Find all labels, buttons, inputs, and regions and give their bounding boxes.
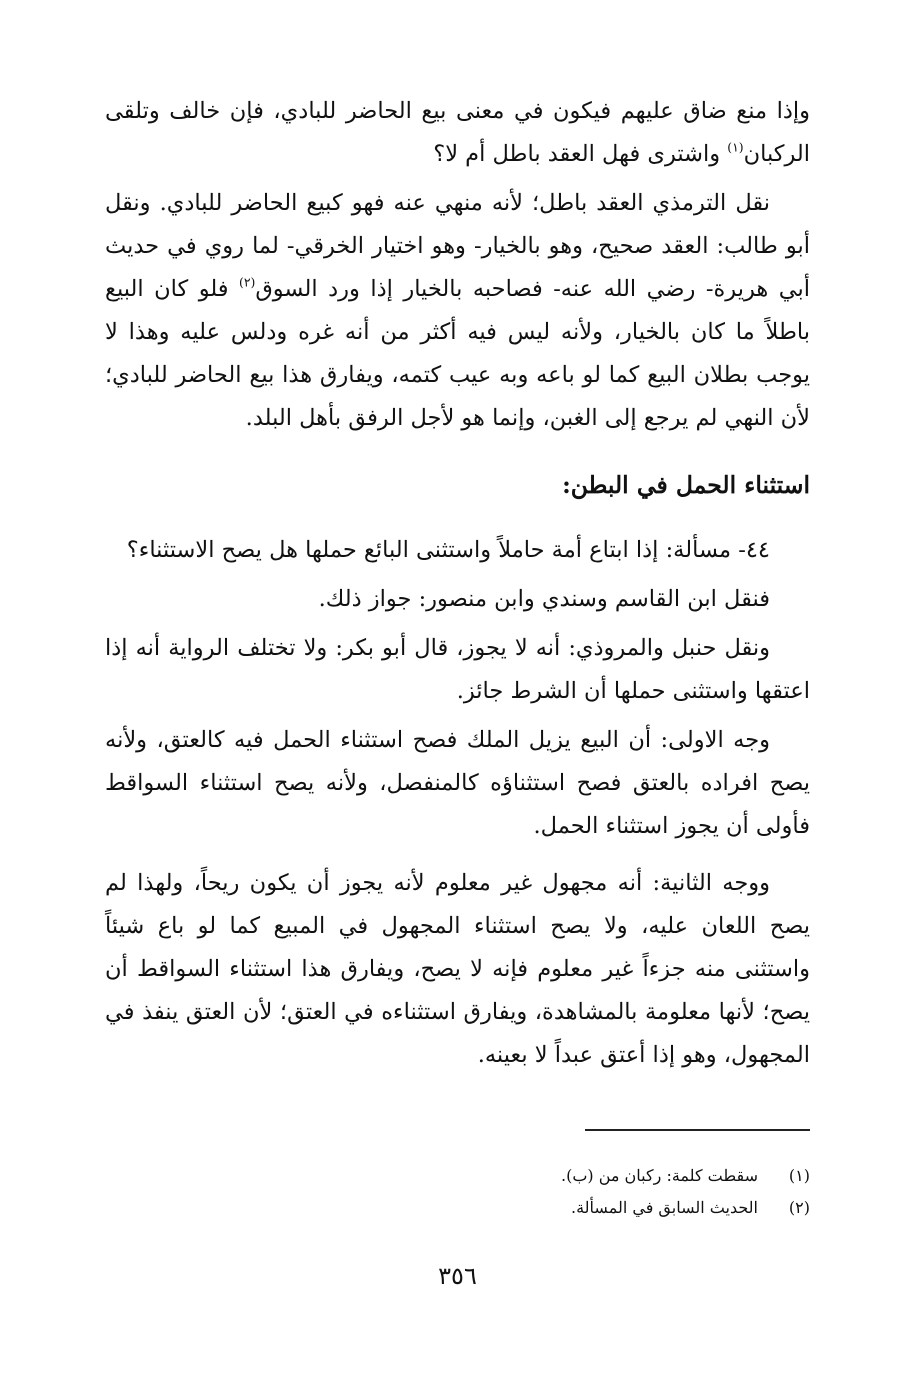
paragraph-2-text: نقل الترمذي العقد باطل؛ لأنه منهي عنه فهو كبيع الحاضر للبادي. ونقل أبو طالب: العقد صحيح، وهو بالخيار- وهو اختيار الخرقي- لما روي في حديث أبي هريرة- رضي الله عنه- فصاحبه بالخيار إذا ورد السوق xyxy=(105,190,810,302)
footnote-ref-2[interactable]: (٢) xyxy=(239,275,256,290)
question-paragraph: ٤٤- مسألة: إذا ابتاع أمة حاملاً واستثنى البائع حملها هل يصح الاستثناء؟ xyxy=(126,537,770,563)
footnote-2 xyxy=(400,1192,810,1224)
paragraph-2 xyxy=(105,182,810,440)
section-heading: استثناء الحمل في البطن: xyxy=(562,471,810,499)
paragraph-1-text: وإذا منع ضاق عليهم فيكون في معنى بيع الحاضر للبادي، فإن خالف وتلقى الركبان xyxy=(105,98,810,167)
paragraph-first-view: وجه الاولى: أن البيع يزيل الملك فصح استثناء الحمل فيه كالعتق، ولأنه يصح افراده بالعتق فصح استثناؤه كالمنفصل، ولأنه يصح استثناء السواقط فأولى أن يجوز استثناء الحمل. xyxy=(105,727,810,839)
footnote-ref-1[interactable]: (١) xyxy=(727,140,744,155)
footnote-1 xyxy=(400,1160,810,1192)
paragraph-1 xyxy=(105,90,810,176)
footnote-number: (٢) xyxy=(788,1198,810,1217)
footnote-divider xyxy=(585,1129,810,1131)
footnote-number: (١) xyxy=(788,1166,810,1185)
paragraph-first-narration: فنقل ابن القاسم وسندي وابن منصور: جواز ذلك. xyxy=(318,586,770,612)
footnotes xyxy=(400,1160,810,1224)
paragraph-second-narration: ونقل حنبل والمروذي: أنه لا يجوز، قال أبو بكر: ولا تختلف الرواية أنه إذا اعتقها واستثنى حملها أن الشرط جائز. xyxy=(105,635,810,704)
footnote-text: سقطت كلمة: ركبان من (ب). xyxy=(561,1166,758,1185)
paragraph-2-text-after: فلو كان البيع باطلاً ما كان بالخيار، ولأنه ليس فيه أكثر من أنه غره ودلس عليه وهذا لا يوجب بطلان البيع كما لو باعه وبه عيب كتمه، ويفارق هذا بيع الحاضر للبادي؛ لأن النهي لم يرجع إلى الغبن، وإنما هو لأجل الرفق بأهل البلد. xyxy=(105,276,810,431)
paragraph-1-text-after: واشترى فهل العقد باطل أم لا؟ xyxy=(433,141,728,167)
page-number: ٣٥٦ xyxy=(438,1262,477,1290)
main-text xyxy=(105,90,810,1077)
paragraph-second-view: ووجه الثانية: أنه مجهول غير معلوم لأنه يجوز أن يكون ريحاً، ولهذا لم يصح اللعان عليه، ولا يصح استثناء المجهول في المبيع كما لو باع شيئاً واستثنى منه جزءاً غير معلوم فإنه لا يصح، ويفارق هذا استثناء السواقط أن يصح؛ لأنها معلومة بالمشاهدة، ويفارق استثناءه في العتق؛ لأن العتق ينفذ في المجهول، وهو إذا أعتق عبداً لا بعينه. xyxy=(105,870,810,1068)
footnote-text: الحديث السابق في المسألة. xyxy=(571,1198,758,1217)
